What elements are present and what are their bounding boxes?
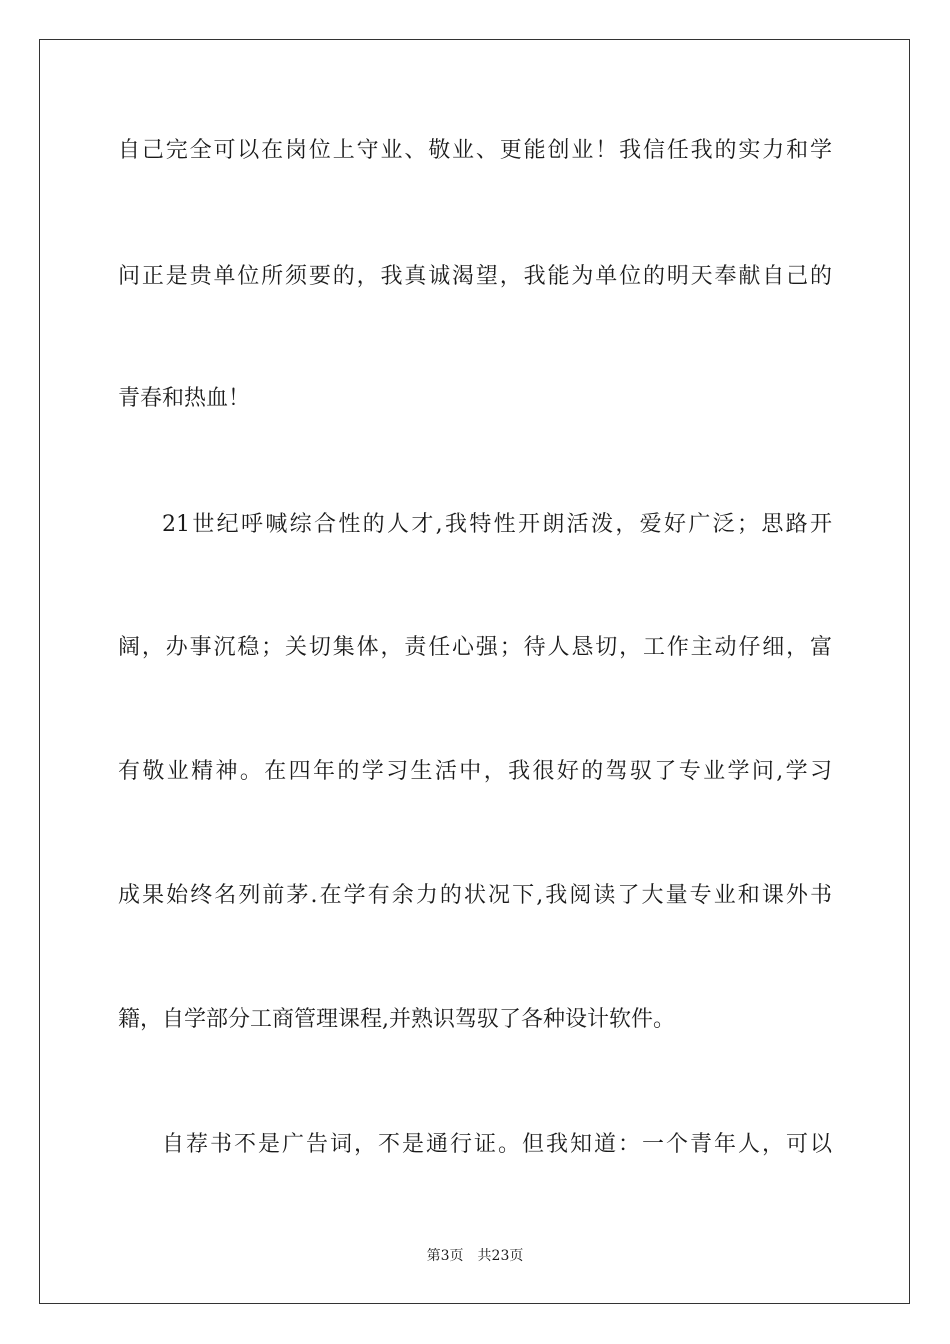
text-line-3: 青春和热血！ — [118, 386, 251, 411]
text-line-5: 阔，办事沉稳；关切集体，责任心强；待人恳切，工作主动仔细，富 — [118, 635, 832, 660]
text-line-4: 21世纪呼喊综合性的人才,我特性开朗活泼，爱好广泛；思路开 — [162, 512, 832, 537]
text-line-1: 自己完全可以在岗位上守业、敬业、更能创业！我信任我的实力和学 — [118, 138, 832, 163]
text-line-9: 自荐书不是广告词，不是通行证。但我知道：一个青年人，可以 — [162, 1132, 832, 1157]
page-frame — [39, 39, 910, 1304]
text-line-6: 有敬业精神。在四年的学习生活中，我很好的驾驭了专业学问,学习 — [118, 759, 832, 784]
text-line-8: 籍，自学部分工商管理课程,并熟识驾驭了各种设计软件。 — [118, 1007, 675, 1032]
text-line-2: 问正是贵单位所须要的，我真诚渴望，我能为单位的明天奉献自己的 — [118, 264, 832, 289]
page-number-footer: 第3页 共23页 — [426, 1248, 524, 1264]
text-line-7: 成果始终名列前茅.在学有余力的状况下,我阅读了大量专业和课外书 — [118, 883, 832, 908]
